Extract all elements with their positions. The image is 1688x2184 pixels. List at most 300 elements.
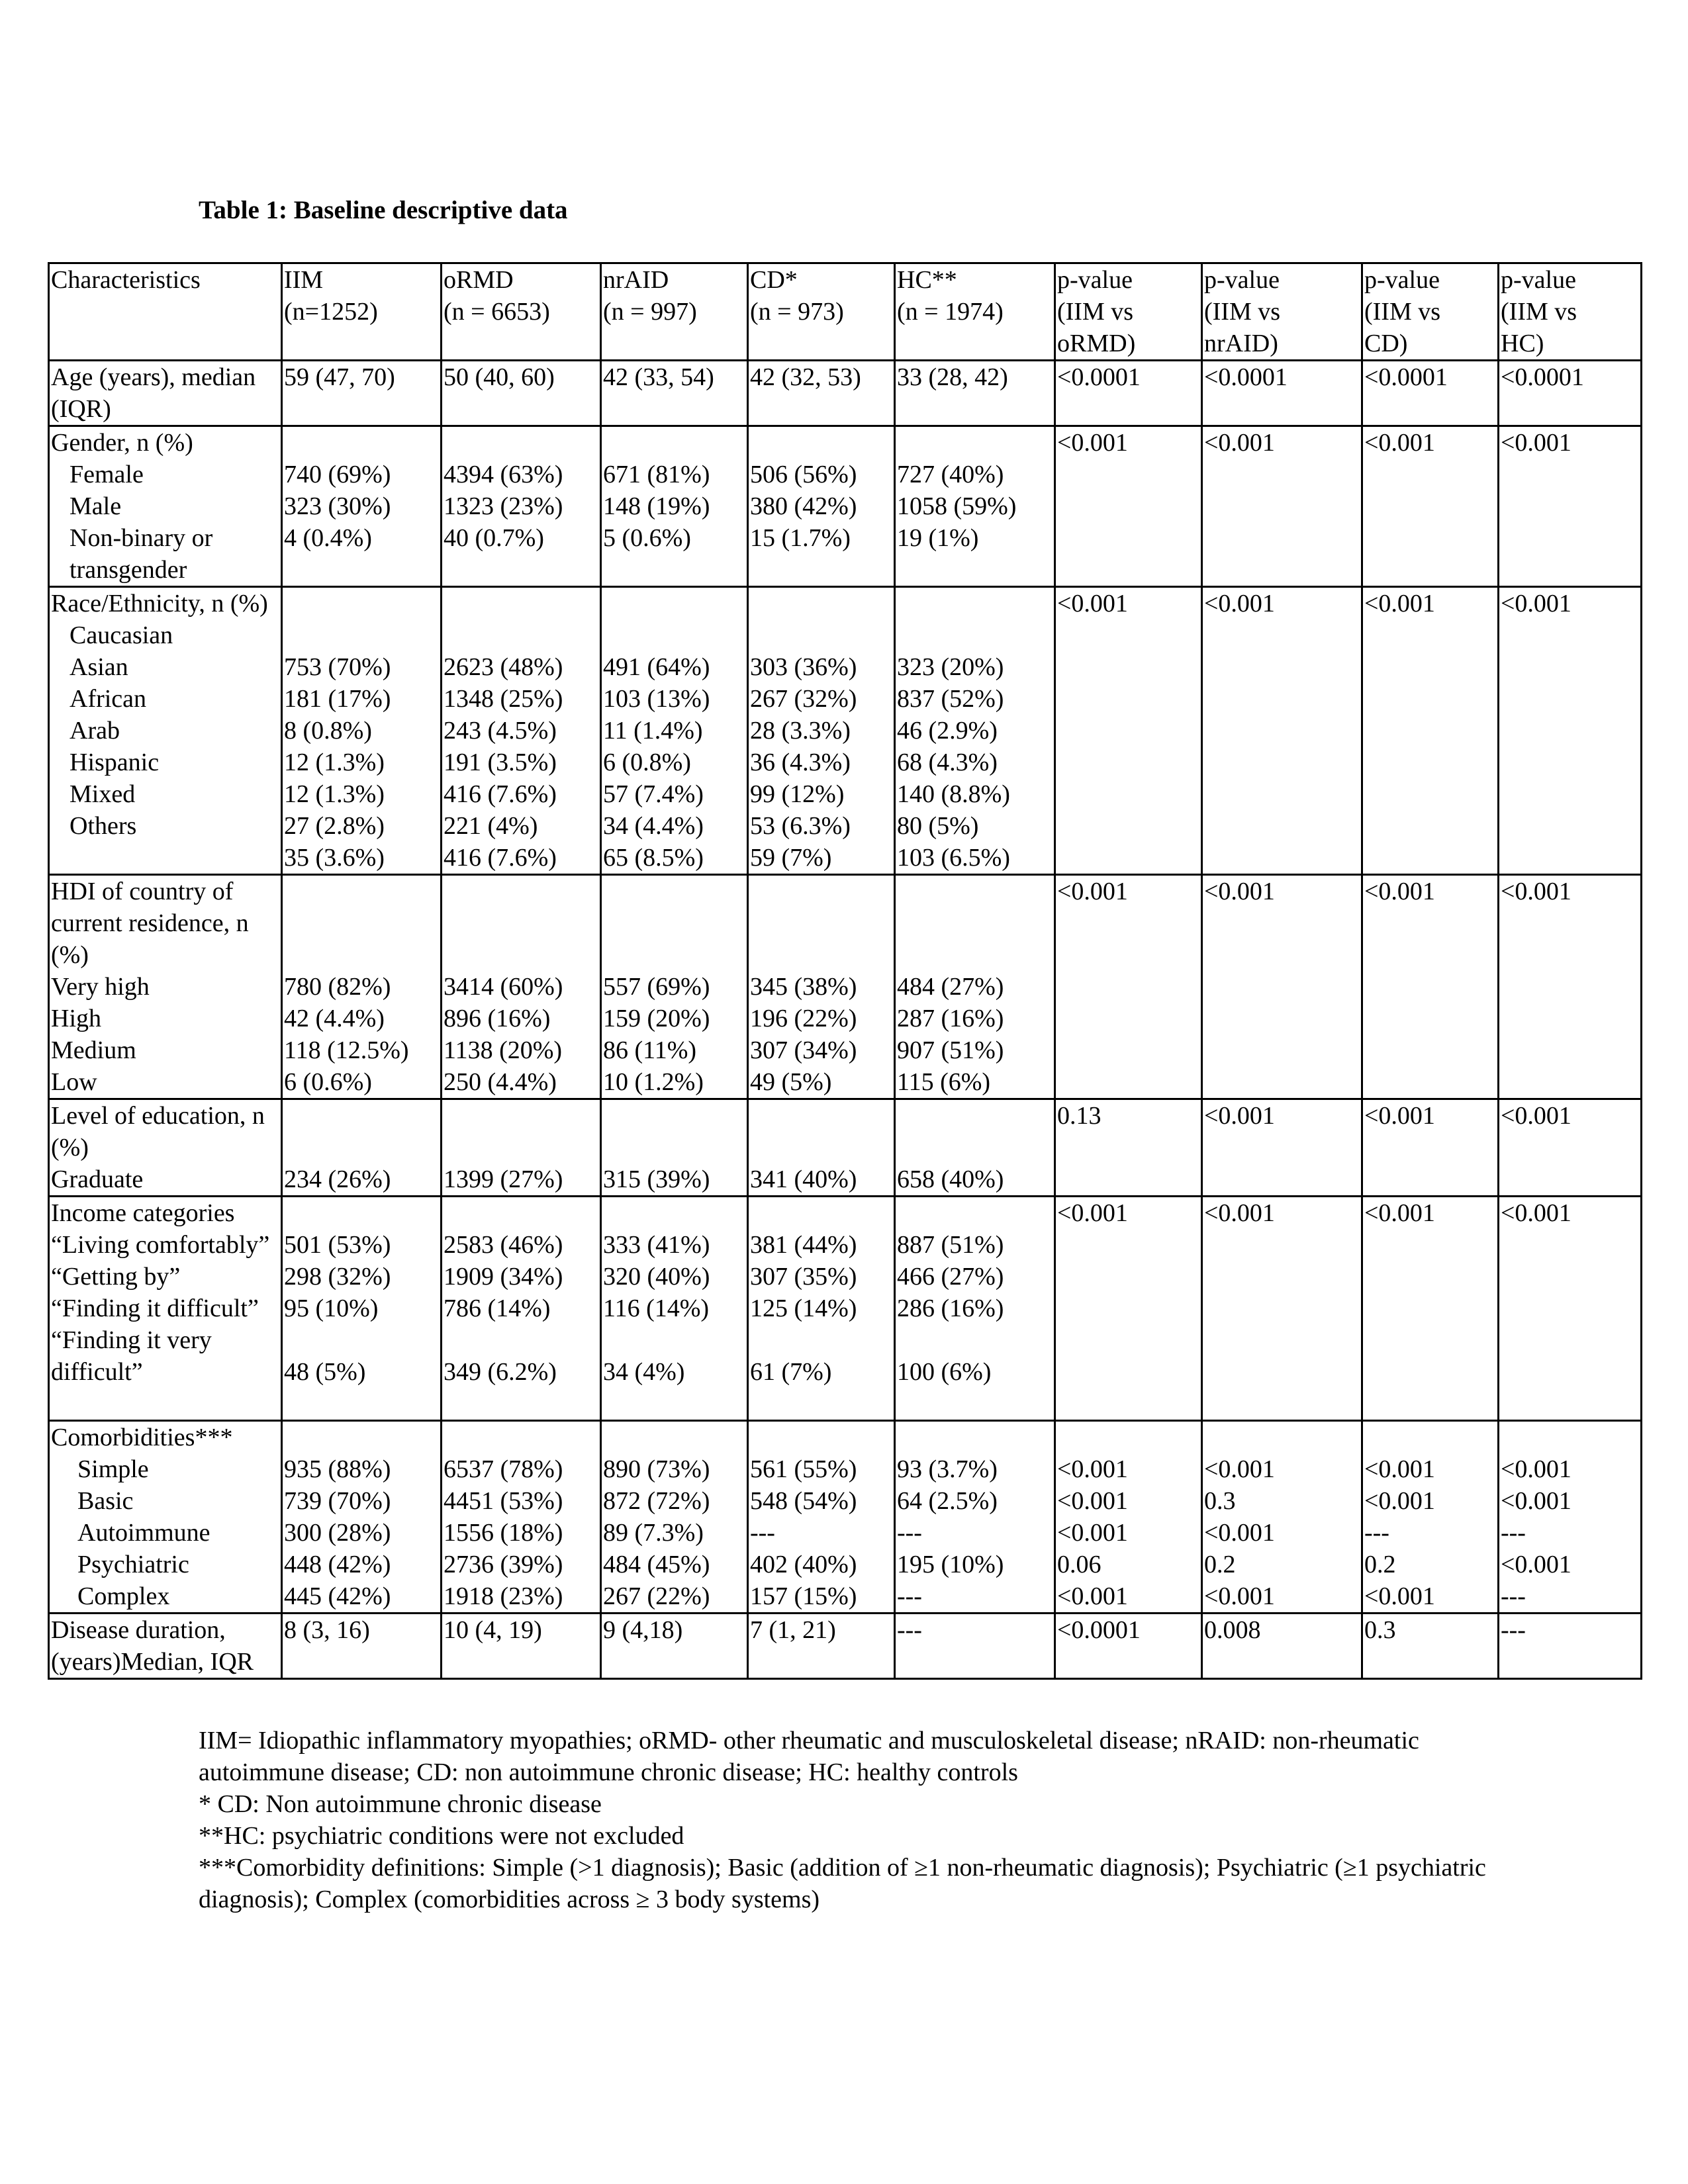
table-cell	[1055, 1197, 1202, 1421]
header-text: Characteristics	[51, 266, 201, 294]
spacer	[603, 876, 745, 971]
table-cell	[1202, 1099, 1362, 1197]
table-cell	[1202, 361, 1362, 426]
cell-value: 658 (40%)	[897, 1165, 1004, 1193]
cell-value: 234 (26%)	[284, 1165, 391, 1193]
footnote: * CD: Non autoimmune chronic disease	[199, 1790, 602, 1818]
p-value: <0.001	[1501, 878, 1571, 905]
header-text: p-value	[1057, 266, 1133, 294]
header-cell	[895, 263, 1055, 361]
cell-value: 887 (51%)	[897, 1231, 1004, 1259]
table-title: Table 1: Baseline descriptive data	[199, 196, 568, 224]
table-cell	[1362, 1099, 1499, 1197]
table-cell	[1055, 1614, 1202, 1679]
header-cell	[1499, 263, 1642, 361]
p-value: <0.001	[1501, 590, 1571, 617]
cell-value: 15 (1.7%)	[750, 524, 851, 552]
cell-value: 61 (7%)	[750, 1358, 832, 1386]
cell-value: 196 (22%)	[750, 1005, 857, 1032]
cell-value: <0.0001	[1501, 363, 1584, 391]
cell-value: 35 (3.6%)	[284, 844, 385, 872]
header-text: nrAID	[603, 266, 669, 294]
cell-value: 8 (0.8%)	[284, 717, 372, 745]
cell-value: 10 (1.2%)	[603, 1068, 704, 1096]
spacer	[897, 1197, 1053, 1229]
table-cell	[748, 1099, 895, 1197]
item-label: Graduate	[51, 1165, 144, 1193]
cell-value: 7 (1, 21)	[750, 1616, 836, 1644]
cell-value: 34 (4%)	[603, 1358, 685, 1386]
spacer	[444, 588, 598, 651]
table-cell	[49, 1197, 282, 1421]
cell-value: 27 (2.8%)	[284, 812, 385, 840]
cell-value: 1918 (23%)	[444, 1582, 563, 1610]
p-value: <0.001	[1057, 1487, 1128, 1515]
table-row	[49, 587, 1642, 875]
header-text: (n = 1974)	[897, 298, 1004, 326]
item-label: Mixed	[70, 780, 136, 808]
cell-value: 416 (7.6%)	[444, 780, 557, 808]
p-value: <0.001	[1057, 878, 1128, 905]
cell-value: 501 (53%)	[284, 1231, 391, 1259]
header-text: (n = 973)	[750, 298, 844, 326]
p-value: <0.001	[1204, 1199, 1275, 1227]
cell-value: 448 (42%)	[284, 1551, 391, 1578]
item-label: Low	[51, 1068, 97, 1096]
cell-value: 381 (44%)	[750, 1231, 857, 1259]
footnote: IIM= Idiopathic inflammatory myopathies; oRMD- other rheumatic and musculoskeletal disease; nRAID: non-rheumatic autoimmune disease; CD: non autoimmune chronic disease; HC: healthy controls	[199, 1727, 1419, 1786]
cell-value: 4394 (63%)	[444, 461, 563, 488]
item-label: “Getting by”	[51, 1263, 181, 1291]
table-cell	[282, 1099, 442, 1197]
p-value: <0.001	[1501, 429, 1571, 457]
item-label: High	[51, 1005, 101, 1032]
cell-value: 907 (51%)	[897, 1036, 1004, 1064]
table-cell	[601, 1197, 748, 1421]
cell-value: 557 (69%)	[603, 973, 710, 1001]
p-value: ---	[1501, 1582, 1526, 1610]
table-cell	[601, 587, 748, 875]
spacer	[284, 1422, 439, 1453]
header-text: (IIM vs	[1501, 298, 1577, 326]
p-value: <0.001	[1364, 1487, 1435, 1515]
p-value: <0.001	[1501, 1455, 1571, 1483]
cell-value: 157 (15%)	[750, 1582, 857, 1610]
footnote: ***Comorbidity definitions: Simple (>1 diagnosis); Basic (addition of ≥1 non-rheumatic diagnosis); Psychiatric (≥1 psychiatric diagnosis); Complex (comorbidities across ≥ 3 body systems)	[199, 1854, 1486, 1913]
cell-value: 506 (56%)	[750, 461, 857, 488]
group-label: Comorbidities***	[51, 1424, 233, 1451]
item-label: Complex	[77, 1582, 170, 1610]
cell-value: 0.3	[1364, 1616, 1396, 1644]
cell-value: 148 (19%)	[603, 492, 710, 520]
cell-value: 181 (17%)	[284, 685, 391, 713]
table-cell	[282, 361, 442, 426]
table-cell	[1499, 1099, 1642, 1197]
table-cell	[442, 875, 601, 1099]
p-value: <0.001	[1204, 1519, 1275, 1547]
header-cell	[1362, 263, 1499, 361]
spacer	[1501, 1422, 1639, 1453]
header-text: oRMD)	[1057, 330, 1136, 357]
table-cell	[748, 587, 895, 875]
cell-value: 872 (72%)	[603, 1487, 710, 1515]
table-cell	[282, 1421, 442, 1614]
table-cell	[601, 875, 748, 1099]
cell-value: 2583 (46%)	[444, 1231, 563, 1259]
group-label: Income categories	[51, 1199, 235, 1227]
cell-value: 307 (35%)	[750, 1263, 857, 1291]
p-value: <0.001	[1364, 1102, 1435, 1130]
header-text: HC)	[1501, 330, 1544, 357]
cell-value: 671 (81%)	[603, 461, 710, 488]
table-cell	[1202, 426, 1362, 587]
p-value: <0.001	[1057, 1199, 1128, 1227]
cell-value: 4451 (53%)	[444, 1487, 563, 1515]
cell-value: 315 (39%)	[603, 1165, 710, 1193]
cell-value: 286 (16%)	[897, 1295, 1004, 1322]
p-value: <0.001	[1501, 1551, 1571, 1578]
cell-value: <0.0001	[1204, 363, 1288, 391]
cell-value: 59 (7%)	[750, 844, 832, 872]
table-cell	[49, 361, 282, 426]
table-row	[49, 426, 1642, 587]
header-text: (n = 6653)	[444, 298, 550, 326]
spacer	[603, 1422, 745, 1453]
table-cell	[748, 1614, 895, 1679]
table-cell	[895, 361, 1055, 426]
cell-value: 250 (4.4%)	[444, 1068, 557, 1096]
cell-value: 300 (28%)	[284, 1519, 391, 1547]
p-value: <0.001	[1501, 1102, 1571, 1130]
cell-value: 86 (11%)	[603, 1036, 697, 1064]
header-text: (n=1252)	[284, 298, 378, 326]
table-cell	[1362, 1614, 1499, 1679]
table-row	[49, 875, 1642, 1099]
cell-value: 48 (5%)	[284, 1358, 366, 1386]
row-label: Disease duration, (years)Median, IQR	[51, 1616, 254, 1676]
table-cell	[895, 1614, 1055, 1679]
p-value: <0.001	[1364, 1582, 1435, 1610]
table-cell	[1202, 587, 1362, 875]
cell-value: 103 (13%)	[603, 685, 710, 713]
table-cell	[282, 1197, 442, 1421]
header-text: (IIM vs	[1364, 298, 1441, 326]
cell-value: 1058 (59%)	[897, 492, 1017, 520]
item-label: Psychiatric	[77, 1551, 189, 1578]
p-value: <0.001	[1204, 1582, 1275, 1610]
table-cell	[1499, 587, 1642, 875]
p-value: ---	[1364, 1519, 1389, 1547]
spacer	[897, 588, 1053, 651]
cell-value: 267 (32%)	[750, 685, 857, 713]
header-cell	[601, 263, 748, 361]
cell-value: 345 (38%)	[750, 973, 857, 1001]
cell-value: 42 (32, 53)	[750, 363, 861, 391]
cell-value: ---	[750, 1519, 775, 1547]
cell-value: 100 (6%)	[897, 1358, 992, 1386]
header-text: CD*	[750, 266, 798, 294]
cell-value: 727 (40%)	[897, 461, 1004, 488]
item-label: Female	[70, 461, 144, 488]
header-row	[49, 263, 1642, 361]
table-cell	[1362, 587, 1499, 875]
p-value: <0.001	[1057, 1519, 1128, 1547]
table-cell	[1362, 875, 1499, 1099]
baseline-table	[48, 262, 1642, 1680]
row-label: Age (years), median (IQR)	[51, 363, 256, 423]
cell-value: 267 (22%)	[603, 1582, 710, 1610]
cell-value: 46 (2.9%)	[897, 717, 998, 745]
spacer	[603, 1197, 745, 1229]
item-label: “Finding it difficult”	[51, 1295, 259, 1322]
p-value: <0.001	[1204, 878, 1275, 905]
table-cell	[1055, 1099, 1202, 1197]
group-label: Race/Ethnicity, n (%)	[51, 590, 268, 617]
spacer	[284, 1197, 439, 1229]
spacer	[444, 427, 598, 459]
cell-value: 333 (41%)	[603, 1231, 710, 1259]
cell-value: 307 (34%)	[750, 1036, 857, 1064]
cell-value: 243 (4.5%)	[444, 717, 557, 745]
spacer	[284, 876, 439, 971]
table-cell	[1362, 426, 1499, 587]
cell-value: 2736 (39%)	[444, 1551, 563, 1578]
cell-value: ---	[897, 1582, 922, 1610]
group-label: Level of education, n (%)	[51, 1102, 265, 1161]
table-cell	[601, 1099, 748, 1197]
table-cell	[1499, 1421, 1642, 1614]
cell-value: <0.0001	[1057, 1616, 1141, 1644]
item-label: Autoimmune	[77, 1519, 211, 1547]
table-cell	[895, 587, 1055, 875]
table-cell	[601, 426, 748, 587]
spacer	[603, 427, 745, 459]
cell-value: 49 (5%)	[750, 1068, 832, 1096]
cell-value: 103 (6.5%)	[897, 844, 1010, 872]
cell-value: 1399 (27%)	[444, 1165, 563, 1193]
table-cell	[1499, 1614, 1642, 1679]
cell-value: ---	[1501, 1616, 1526, 1644]
p-value: <0.001	[1057, 590, 1128, 617]
spacer	[444, 1100, 598, 1163]
item-label: Medium	[51, 1036, 136, 1064]
table-cell	[601, 361, 748, 426]
table-cell	[442, 426, 601, 587]
cell-value: 1348 (25%)	[444, 685, 563, 713]
cell-value: 115 (6%)	[897, 1068, 991, 1096]
table-cell	[1202, 1197, 1362, 1421]
table-cell	[1055, 1421, 1202, 1614]
table-cell	[748, 361, 895, 426]
cell-value: 1138 (20%)	[444, 1036, 563, 1064]
p-value: ---	[1501, 1519, 1526, 1547]
cell-value: 42 (4.4%)	[284, 1005, 385, 1032]
cell-value: 118 (12.5%)	[284, 1036, 409, 1064]
footnotes	[199, 1725, 1509, 1915]
cell-value: ---	[897, 1616, 922, 1644]
cell-value: 896 (16%)	[444, 1005, 551, 1032]
cell-value: 116 (14%)	[603, 1295, 710, 1322]
cell-value: 57 (7.4%)	[603, 780, 704, 808]
table-cell	[49, 426, 282, 587]
p-value: <0.001	[1204, 590, 1275, 617]
cell-value: 739 (70%)	[284, 1487, 391, 1515]
table-cell	[49, 875, 282, 1099]
table-cell	[1202, 1614, 1362, 1679]
cell-value: 93 (3.7%)	[897, 1455, 998, 1483]
cell-value: 380 (42%)	[750, 492, 857, 520]
cell-value: 19 (1%)	[897, 524, 979, 552]
table-row	[49, 1421, 1642, 1614]
header-text: CD)	[1364, 330, 1408, 357]
table-row	[49, 361, 1642, 426]
header-cell	[748, 263, 895, 361]
cell-value: 445 (42%)	[284, 1582, 391, 1610]
item-label: Basic	[77, 1487, 134, 1515]
table-cell	[748, 426, 895, 587]
cell-value: 341 (40%)	[750, 1165, 857, 1193]
p-value: <0.001	[1364, 1455, 1435, 1483]
spacer	[897, 876, 1053, 971]
cell-value: 191 (3.5%)	[444, 749, 557, 776]
header-cell	[49, 263, 282, 361]
cell-value: 303 (36%)	[750, 653, 857, 681]
spacer	[750, 427, 892, 459]
spacer	[444, 1422, 598, 1453]
header-text: oRMD	[444, 266, 514, 294]
item-label: “Finding it very difficult”	[51, 1326, 212, 1386]
group-label: HDI of country of current residence, n (%)	[51, 878, 249, 969]
header-text: nrAID)	[1204, 330, 1278, 357]
cell-value: 12 (1.3%)	[284, 749, 385, 776]
cell-value: 0.008	[1204, 1616, 1261, 1644]
table-cell	[895, 1197, 1055, 1421]
table-cell	[1499, 426, 1642, 587]
header-cell	[442, 263, 601, 361]
spacer	[444, 1197, 598, 1229]
table-cell	[1499, 1197, 1642, 1421]
p-value: 0.13	[1057, 1102, 1102, 1130]
cell-value: 1556 (18%)	[444, 1519, 563, 1547]
table-cell	[748, 875, 895, 1099]
table-cell	[442, 587, 601, 875]
spacer	[284, 1100, 439, 1163]
table-cell	[442, 1099, 601, 1197]
header-text: p-value	[1364, 266, 1440, 294]
table-cell	[1202, 1421, 1362, 1614]
table-cell	[282, 1614, 442, 1679]
cell-value: 786 (14%)	[444, 1295, 551, 1322]
footnote: **HC: psychiatric conditions were not excluded	[199, 1822, 684, 1850]
item-label: Simple	[77, 1455, 149, 1483]
cell-value: 323 (30%)	[284, 492, 391, 520]
cell-value: 837 (52%)	[897, 685, 1004, 713]
table-cell	[748, 1421, 895, 1614]
table-cell	[49, 1099, 282, 1197]
table-cell	[1499, 875, 1642, 1099]
spacer	[284, 588, 439, 651]
cell-value: 287 (16%)	[897, 1005, 1004, 1032]
table-cell	[895, 426, 1055, 587]
cell-value: 195 (10%)	[897, 1551, 1004, 1578]
cell-value: 95 (10%)	[284, 1295, 379, 1322]
p-value: 0.06	[1057, 1551, 1102, 1578]
cell-value: 4 (0.4%)	[284, 524, 372, 552]
cell-value: 298 (32%)	[284, 1263, 391, 1291]
cell-value: 125 (14%)	[750, 1295, 857, 1322]
table-cell	[282, 426, 442, 587]
cell-value: 6 (0.8%)	[603, 749, 691, 776]
cell-value: 484 (45%)	[603, 1551, 710, 1578]
header-text: (IIM vs	[1057, 298, 1134, 326]
item-label: Others	[70, 812, 137, 840]
cell-value: 99 (12%)	[750, 780, 845, 808]
cell-value: 2623 (48%)	[444, 653, 563, 681]
p-value: 0.2	[1204, 1551, 1236, 1578]
spacer	[897, 1100, 1053, 1163]
cell-value: 33 (28, 42)	[897, 363, 1008, 391]
p-value: <0.001	[1204, 429, 1275, 457]
cell-value: 491 (64%)	[603, 653, 710, 681]
p-value: 0.3	[1204, 1487, 1236, 1515]
header-text: (IIM vs	[1204, 298, 1281, 326]
item-label: Hispanic	[70, 749, 160, 776]
table-cell	[49, 1421, 282, 1614]
p-value: <0.001	[1364, 1199, 1435, 1227]
cell-value: 6 (0.6%)	[284, 1068, 372, 1096]
cell-value: 320 (40%)	[603, 1263, 710, 1291]
cell-value: 221 (4%)	[444, 812, 538, 840]
cell-value: 349 (6.2%)	[444, 1358, 557, 1386]
spacer	[444, 876, 598, 971]
cell-value: <0.0001	[1057, 363, 1141, 391]
header-text: (n = 997)	[603, 298, 697, 326]
cell-value: 34 (4.4%)	[603, 812, 704, 840]
table-row	[49, 1197, 1642, 1421]
cell-value: 9 (4,18)	[603, 1616, 683, 1644]
cell-value: 89 (7.3%)	[603, 1519, 704, 1547]
table-cell	[282, 587, 442, 875]
cell-value: 466 (27%)	[897, 1263, 1004, 1291]
cell-value: 36 (4.3%)	[750, 749, 851, 776]
table-cell	[895, 1099, 1055, 1197]
cell-value: 890 (73%)	[603, 1455, 710, 1483]
cell-value: 64 (2.5%)	[897, 1487, 998, 1515]
cell-value: ---	[897, 1519, 922, 1547]
cell-value: 50 (40, 60)	[444, 363, 555, 391]
item-label: Caucasian	[70, 621, 173, 649]
table-cell	[601, 1614, 748, 1679]
item-label: Non-binary or transgender	[70, 524, 213, 584]
spacer	[284, 427, 439, 459]
cell-value: 416 (7.6%)	[444, 844, 557, 872]
p-value: <0.001	[1204, 1102, 1275, 1130]
p-value: <0.001	[1501, 1487, 1571, 1515]
item-label: Very high	[51, 973, 150, 1001]
spacer	[1057, 1422, 1199, 1453]
p-value: <0.001	[1364, 429, 1435, 457]
table-row	[49, 1614, 1642, 1679]
cell-value: 8 (3, 16)	[284, 1616, 370, 1644]
cell-value: 561 (55%)	[750, 1455, 857, 1483]
p-value: <0.001	[1364, 878, 1435, 905]
item-label: Male	[70, 492, 122, 520]
table-cell	[1202, 875, 1362, 1099]
cell-value: 780 (82%)	[284, 973, 391, 1001]
table-cell	[748, 1197, 895, 1421]
cell-value: 53 (6.3%)	[750, 812, 851, 840]
header-cell	[1055, 263, 1202, 361]
